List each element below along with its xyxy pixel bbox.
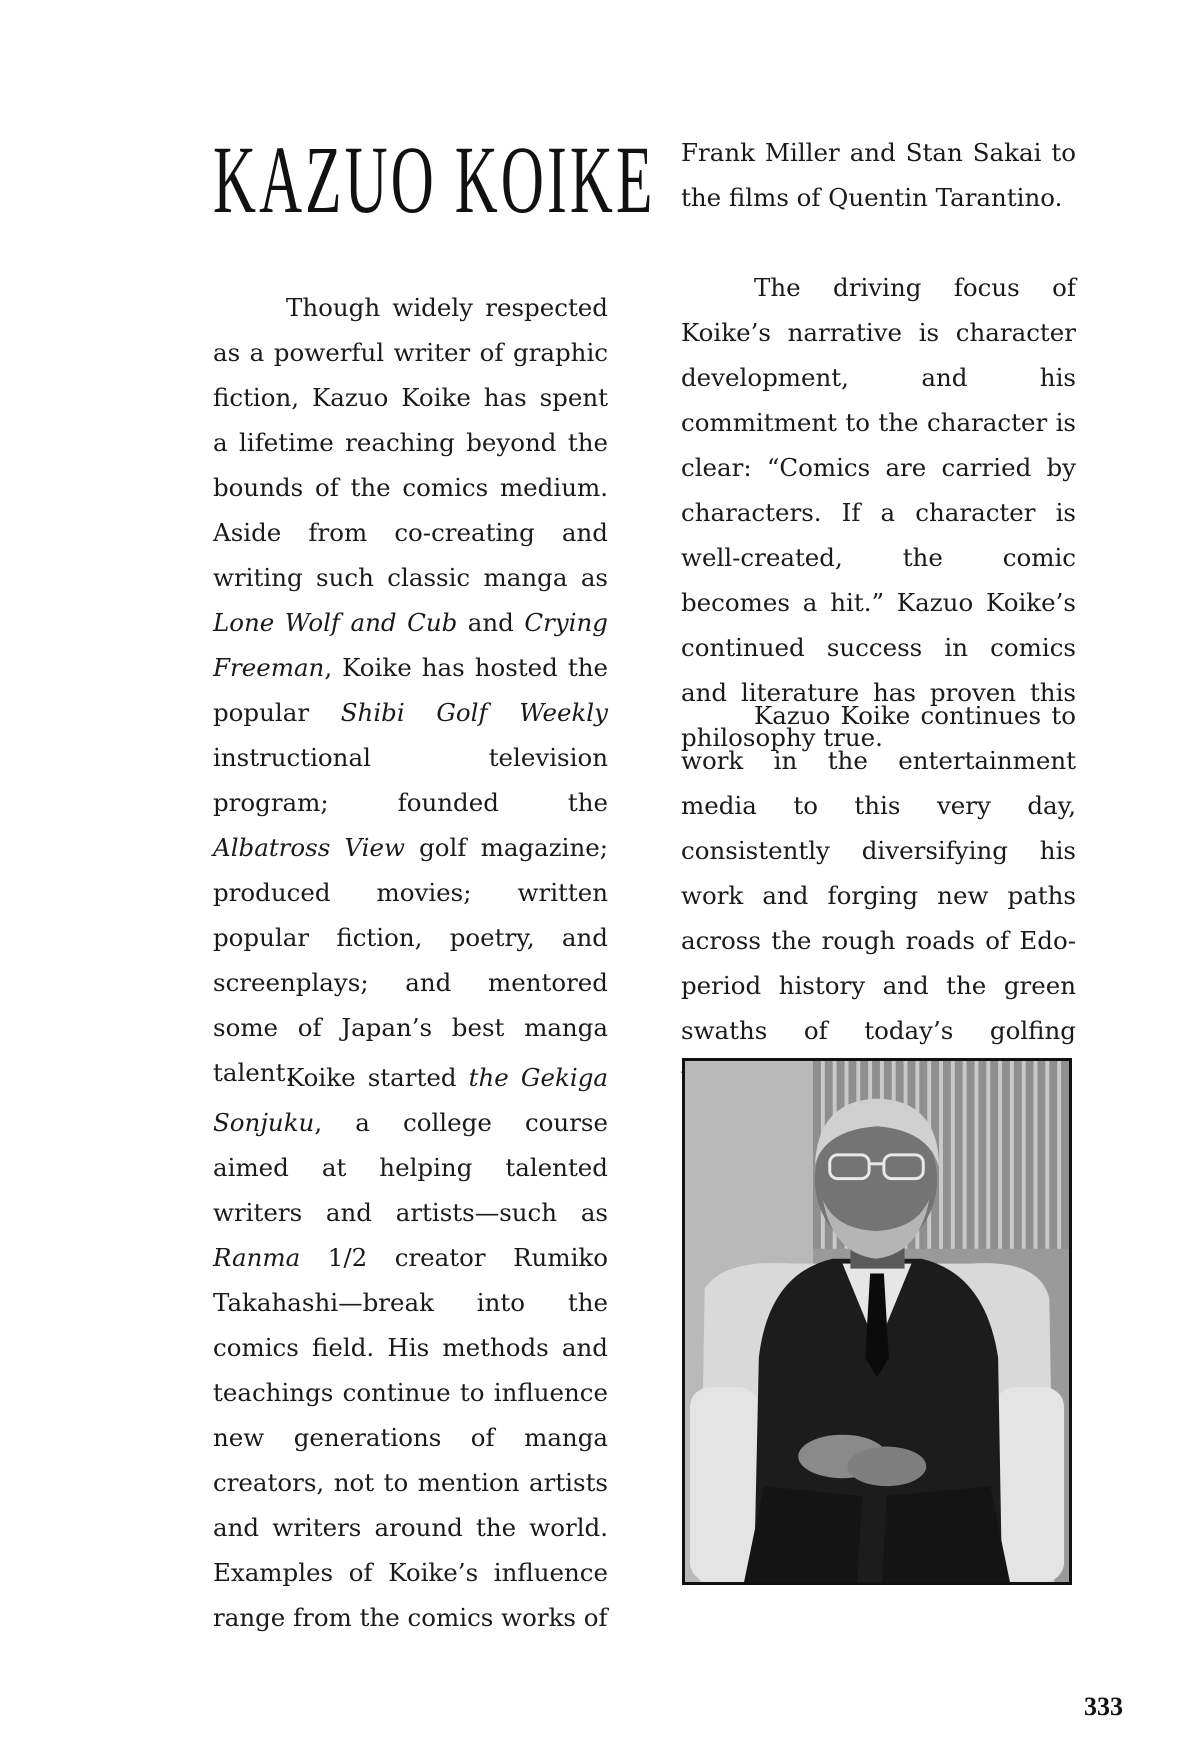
- right-column-middle: [681, 693, 1076, 1098]
- title-shibi-golf-weekly: Shibi Golf Weekly: [340, 698, 608, 727]
- page-title: KAZUO KOIKE: [213, 126, 656, 233]
- title-albatross-view: Albatross View: [213, 833, 405, 862]
- title-crying-freeman: Crying Freeman: [213, 608, 608, 682]
- title-gekiga-sonjuku: the Gekiga Sonjuku: [213, 1063, 608, 1137]
- left-column-top: [213, 285, 608, 1095]
- biography-paragraph-2: Koike started the Gekiga Sonjuku, a college course aimed at helping talented writers and artists—such as Ranma 1/2 creator Rumiko Takahashi—break into the comics field. His methods and teachings continue to influence new generations of manga creators, not to mention artists and writers around the world. Examples of Koike’s influence range from the comics works of: [213, 1063, 608, 1632]
- title-ranma: Ranma: [213, 1243, 301, 1272]
- title-lone-wolf-and-cub: Lone Wolf and Cub: [213, 608, 458, 637]
- left-column-bottom: [213, 1055, 608, 1640]
- author-photo: [682, 1058, 1072, 1585]
- biography-paragraph-3: The driving focus of Koike’s narrative is character development, and his commitment to the character is clear: “Comics are carried by characters. If a character is well-created, the comic becomes a hit.” Kazuo Koike’s continued success in comics and literature has proven this philosophy true.: [681, 273, 1076, 752]
- page-number: 333: [1084, 1692, 1123, 1721]
- author-portrait-image: [685, 1061, 1069, 1582]
- biography-paragraph-4: Kazuo Koike continues to work in the entertainment media to this very day, consistently diversifying his work and forging new paths across the rough roads of Edo-period history and the green swaths of today’s golfing: [681, 701, 1076, 1045]
- biography-paragraph-continued: Frank Miller and Stan Sakai to the films of Quentin Tarantino.: [681, 138, 1076, 212]
- biography-paragraph-1: Though widely respected as a powerful writer of graphic fiction, Kazuo Koike has spent a lifetime reaching beyond the bounds of the comics medium. Aside from co-creating and writing such classic manga as Lone Wolf and Cub and Crying Freeman, Koike has hosted the popular Shibi Golf Weekly instructional television program; founded the Albatross View golf magazine; produced movies; written popular fiction, poetry, and screenplays; and mentored some of Japan’s best manga talent.: [213, 293, 608, 1087]
- right-column-top: [681, 130, 1076, 760]
